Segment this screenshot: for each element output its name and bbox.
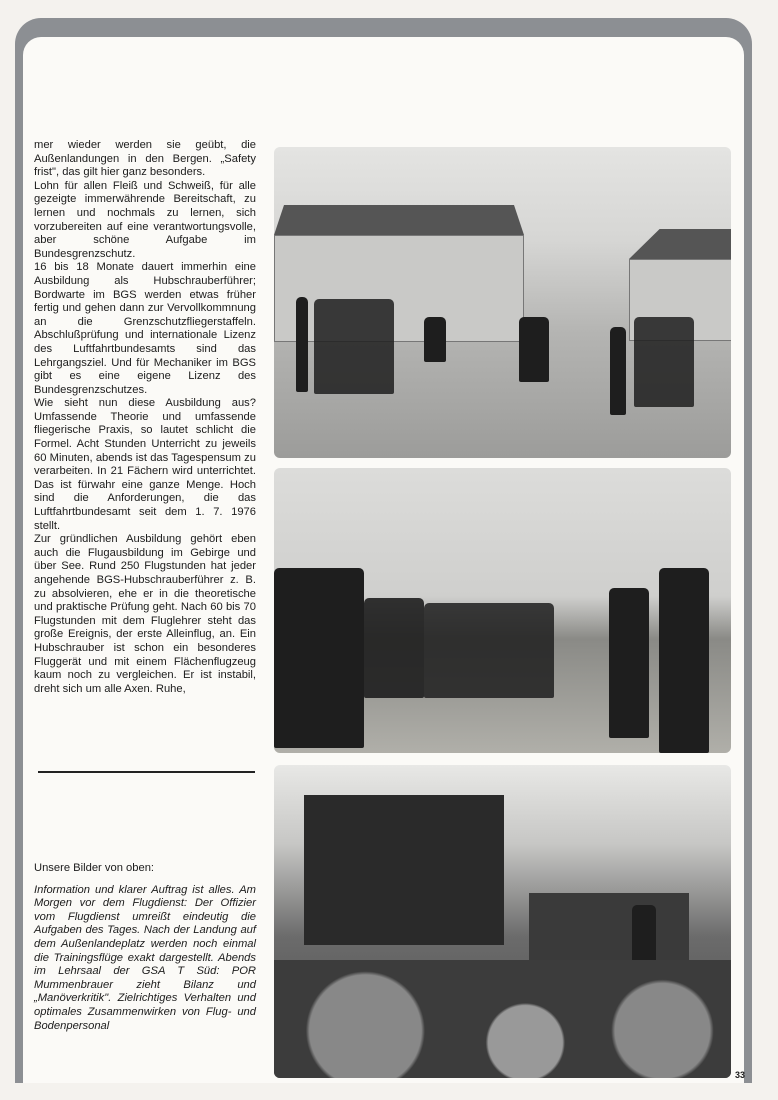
- page-number: 33: [735, 1070, 746, 1080]
- photo-landing-site: [274, 468, 731, 753]
- article-paragraph: Zur gründlichen Ausbildung gehört eben auch die Flugausbildung im Gebirge und über See. Rund 250 Flugstunden hat jeder angehende BGS-Hubschrauberführer z. B. zu absolvieren, ehe er in die theoretische und praktische Prüfung geht. Nach 60 bis 70 Flugstunden mit dem Fluglehrer steht das große Ereignis, der erste Alleinflug, an. Ein Hubschrauber ist schon ein besonderes Fluggerät und mit einem Flächenflugzeug kaum noch zu vergleichen. Er ist instabil, dreht sich um alle Axen. Ruhe,: [34, 533, 256, 695]
- article-paragraph: mer wieder werden sie geübt, die Außenlandungen in den Bergen. „Safety frist", das gilt hier ganz besonders.: [34, 139, 256, 179]
- divider-rule: [38, 771, 255, 773]
- photo-lecture-hall: [274, 765, 731, 1078]
- caption-heading: Unsere Bilder von oben:: [34, 862, 155, 874]
- article-text-column: [34, 139, 256, 696]
- photo-briefing-courtyard: [274, 147, 731, 458]
- article-paragraph: Wie sieht nun diese Ausbildung aus? Umfassende Theorie und umfassende fliegerische Praxis, so lautet schlicht die Formel. Acht Stunden Unterricht zu jeweils 60 Minuten, abends ist das Tagespensum zu verarbeiten. In 21 Fächern wird unterrichtet. Das ist fürwahr eine ganze Menge. Hoch sind die Anforderungen, die das Luftfahrtbundesamt seit dem 1. 7. 1976 stellt.: [34, 397, 256, 532]
- article-paragraph: 16 bis 18 Monate dauert immerhin eine Ausbildung als Hubschrauberführer; Bordwarte im BGS werden etwas früher fertig und gehen dann zur Vervollkommnung an die Grenzschutzfliegerstaffeln. Abschlußprüfung und internationale Lizenz des Luftfahrtbundesamts sind das Lehrgangsziel. Und für Mechaniker im BGS gibt es eine eigene Lizenz des Bundesgrenzschutzes.: [34, 261, 256, 396]
- photo-caption: [34, 862, 256, 1033]
- article-paragraph: Lohn für allen Fleiß und Schweiß, für alle gezeigte immerwährende Bereitschaft, zu lernen und nochmals zu lernen, sich vorzubereiten auf eine verantwortungsvolle, aber schöne Aufgabe im Bundesgrenzschutz.: [34, 179, 256, 260]
- caption-body: Information und klarer Auftrag ist alles. Am Morgen vor dem Flugdienst: Der Offizier vom Flugdienst umreißt eindeutig die Aufgaben des Tages. Nach der Landung auf dem Außenlandeplatz werden noch einmal die Trainingsflüge exakt dargestellt. Abends im Lehrsaal der GSA T Süd: POR Mummenbrauer zieht Bilanz und „Manöverkritik". Zielrichtiges Verhalten und optimales Zusammenwirken von Flug- und Bodenpersonal: [34, 883, 256, 1032]
